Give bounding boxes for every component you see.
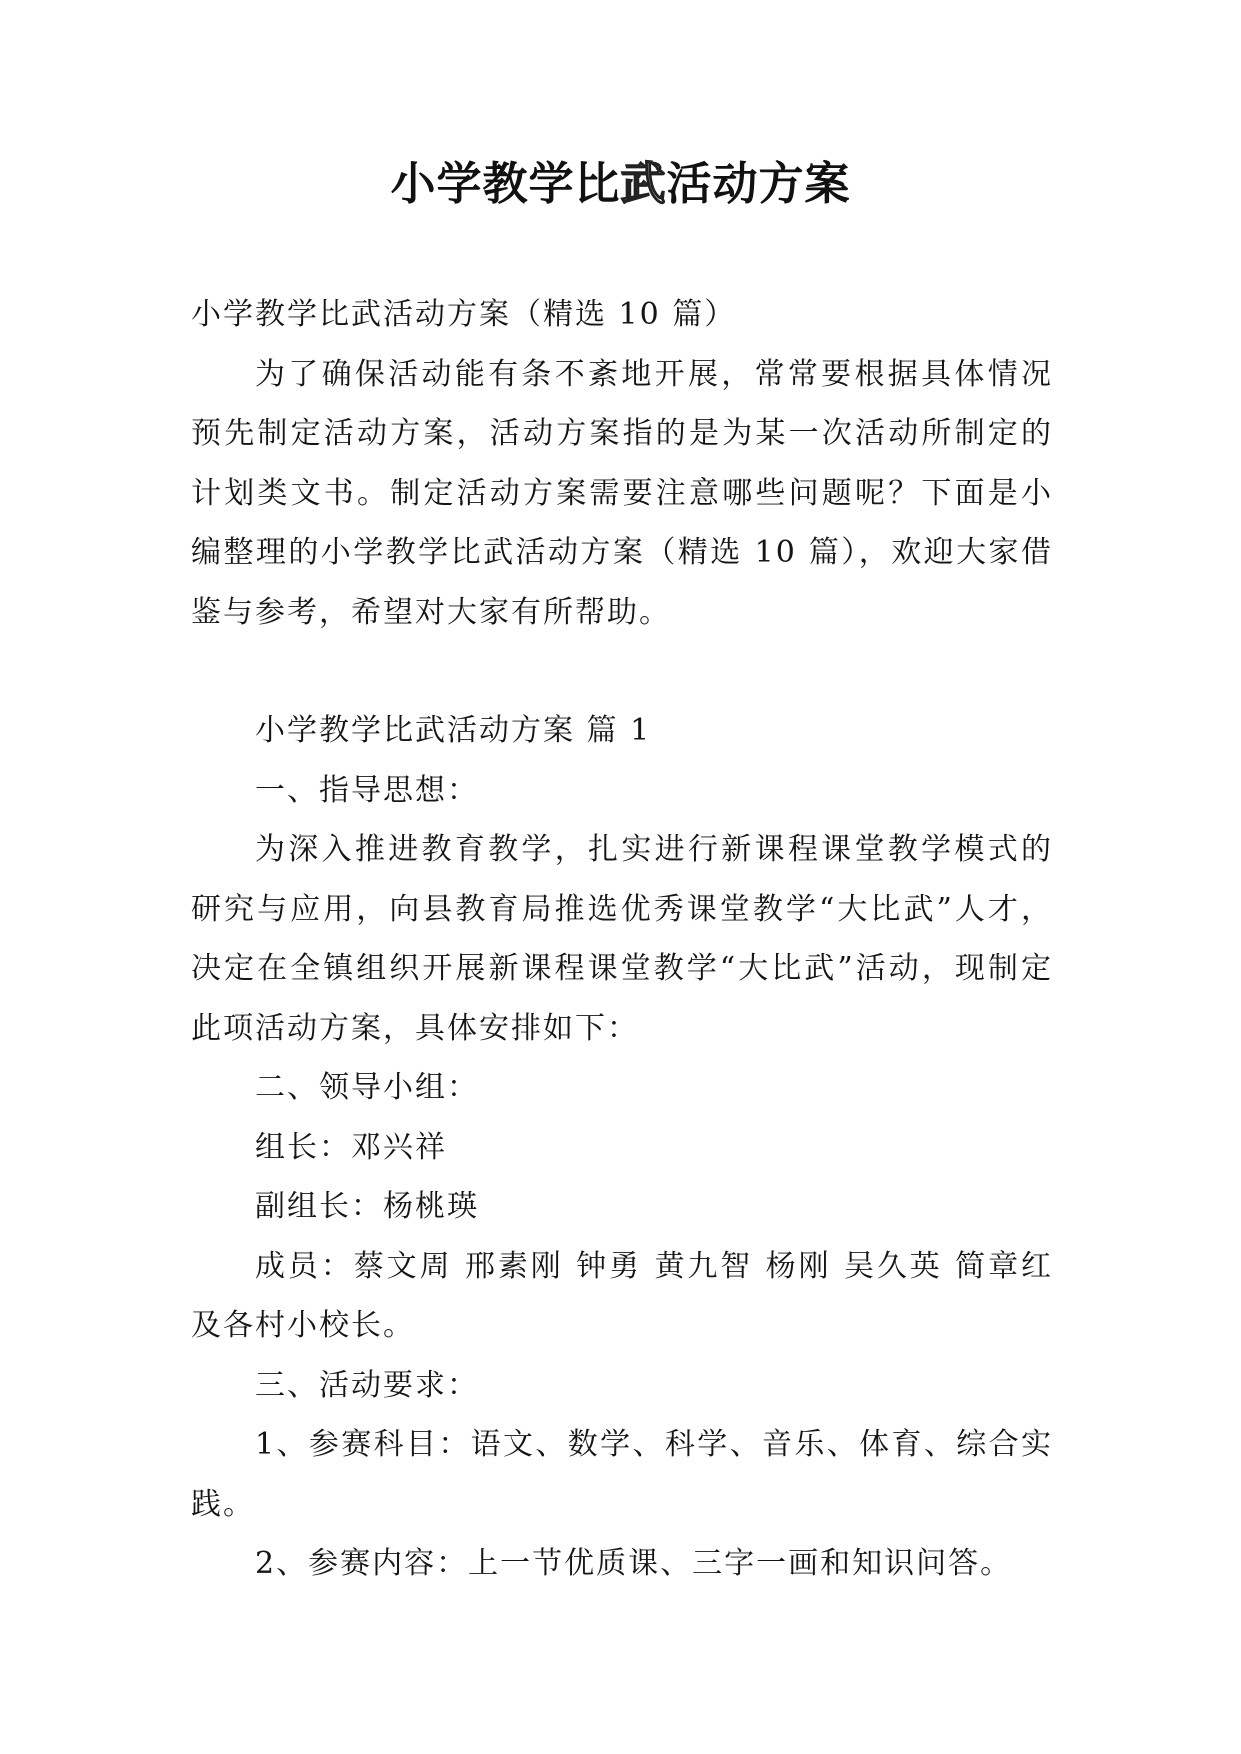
- paragraph: 一、指导思想：: [255, 772, 479, 808]
- document-subtitle: 小学教学比武活动方案（精选 10 篇）: [191, 297, 737, 332]
- paragraph: 为深入推进教育教学，扎实进行新课程课堂教学模式的研究与应用，向县教育局推选优秀课堂教学“大比武”人才，决定在全镇组织开展新课程课堂教学“大比武”活动，现制定此项活动方案，具体安排如下：: [191, 832, 1053, 1046]
- paragraph: 组长：邓兴祥: [255, 1129, 447, 1165]
- title-prefix: 小学教学比: [390, 157, 621, 210]
- paragraph: 2、参赛内容：上一节优质课、三字一画和知识问答。: [255, 1546, 1013, 1581]
- intro-paragraph: 为了确保活动能有条不紊地开展，常常要根据具体情况预先制定活动方案，活动方案指的是为某一次活动所制定的计划类文书。制定活动方案需要注意哪些问题呢？下面是小编整理的小学教学比武活动方案（精选 10 篇），欢迎大家借鉴与参考，希望对大家有所帮助。: [191, 356, 1053, 630]
- title-outlined-char: 武: [620, 157, 667, 210]
- title-suffix: 活动方案: [666, 157, 851, 210]
- paragraph: 副组长：杨桃瑛: [255, 1189, 479, 1224]
- paragraph: 成员：蔡文周 邢素刚 钟勇 黄九智 杨刚 吴久英 简章红及各村小校长。: [191, 1248, 1053, 1343]
- paragraph: 二、领导小组：: [255, 1070, 479, 1105]
- document-body: [191, 285, 1053, 1594]
- paragraph: 三、活动要求：: [255, 1367, 479, 1403]
- section-heading: 小学教学比武活动方案 篇 1: [255, 713, 652, 748]
- paragraph: 1、参赛科目：语文、数学、科学、音乐、体育、综合实践。: [191, 1427, 1053, 1522]
- document-title: [0, 152, 1241, 216]
